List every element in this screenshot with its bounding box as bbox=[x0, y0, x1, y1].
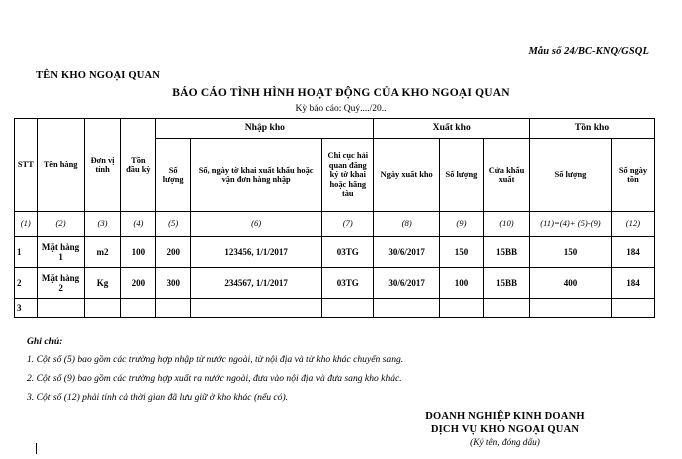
signature-note: (Ký tên, đóng dấu) bbox=[470, 437, 540, 448]
col-header-tk-so-luong: Số lượng bbox=[530, 139, 612, 212]
cell-xk-ngay bbox=[374, 299, 440, 318]
cell-tk-so-ngay-ton: 184 bbox=[611, 268, 654, 299]
page-title: BÁO CÁO TÌNH HÌNH HOẠT ĐỘNG CỦA KHO NGOẠI QUAN bbox=[172, 87, 510, 99]
number-cell: (8) bbox=[374, 212, 440, 237]
warehouse-name-label: TÊN KHO NGOẠI QUAN bbox=[36, 70, 161, 81]
notes-section bbox=[27, 336, 627, 411]
number-cell: (11)=(4)+ (5)-(9) bbox=[530, 212, 612, 237]
col-header-don-vi-tinh: Đơn vị tính bbox=[84, 119, 121, 212]
cell-tk-so-ngay-ton: 184 bbox=[611, 237, 654, 268]
cell-nk-to-khai bbox=[191, 299, 322, 318]
cell-ten-hang: Mặt hàng 1 bbox=[37, 237, 84, 268]
number-cell: (7) bbox=[322, 212, 374, 237]
col-header-nk-to-khai: Số, ngày tờ khai xuất khẩu hoặc vận đơn hàng nhập bbox=[191, 139, 322, 212]
report-table bbox=[14, 118, 655, 318]
cell-stt: 2 bbox=[15, 268, 38, 299]
form-code: Mẫu số 24/BC-KNQ/GSQL bbox=[528, 46, 649, 57]
cell-nk-to-khai: 123456, 1/1/2017 bbox=[191, 237, 322, 268]
cell-nk-chi-cuc: 03TG bbox=[322, 268, 374, 299]
table-row bbox=[15, 237, 655, 268]
cell-tk-so-luong: 400 bbox=[530, 268, 612, 299]
signature-block bbox=[350, 411, 660, 448]
table-number-row bbox=[15, 212, 655, 237]
cell-don-vi-tinh: Kg bbox=[84, 268, 121, 299]
signature-line-1: DOANH NGHIỆP KINH DOANH bbox=[425, 411, 585, 422]
number-cell: (10) bbox=[483, 212, 529, 237]
number-cell: (4) bbox=[121, 212, 156, 237]
cell-nk-to-khai: 234567, 1/1/2017 bbox=[191, 268, 322, 299]
page-margin-tick bbox=[36, 443, 37, 454]
cell-don-vi-tinh bbox=[84, 299, 121, 318]
cell-nk-chi-cuc bbox=[322, 299, 374, 318]
number-cell: (1) bbox=[15, 212, 38, 237]
number-cell: (5) bbox=[156, 212, 191, 237]
cell-ten-hang: Mặt hàng 2 bbox=[37, 268, 84, 299]
col-header-nk-so-luong: Số lượng bbox=[156, 139, 191, 212]
cell-ten-hang bbox=[37, 299, 84, 318]
col-header-nk-chi-cuc: Chi cục hải quan đăng ký tờ khai hoặc hãng tàu bbox=[322, 139, 374, 212]
cell-stt: 3 bbox=[15, 299, 38, 318]
group-header-nhap-kho: Nhập kho bbox=[156, 119, 374, 139]
notes-title: Ghi chú: bbox=[27, 336, 63, 347]
col-header-xk-ngay: Ngày xuất kho bbox=[374, 139, 440, 212]
cell-don-vi-tinh: m2 bbox=[84, 237, 121, 268]
cell-nk-so-luong: 200 bbox=[156, 237, 191, 268]
note-item: 1. Cột số (5) bao gồm các trường hợp nhập từ nước ngoài, từ nội địa và từ kho khác chuyển sang. bbox=[27, 354, 404, 365]
col-header-tk-so-ngay-ton: Số ngày tồn bbox=[611, 139, 654, 212]
col-header-ten-hang: Tên hàng bbox=[37, 119, 84, 212]
table-row bbox=[15, 299, 655, 318]
col-header-stt: STT bbox=[15, 119, 38, 212]
cell-xk-so-luong bbox=[439, 299, 483, 318]
cell-ton-dau-ky: 100 bbox=[121, 237, 156, 268]
cell-xk-cua-khau bbox=[483, 299, 529, 318]
cell-nk-so-luong: 300 bbox=[156, 268, 191, 299]
cell-nk-so-luong bbox=[156, 299, 191, 318]
cell-xk-so-luong: 100 bbox=[439, 268, 483, 299]
cell-ton-dau-ky bbox=[121, 299, 156, 318]
cell-xk-ngay: 30/6/2017 bbox=[374, 268, 440, 299]
table-row bbox=[15, 268, 655, 299]
cell-nk-chi-cuc: 03TG bbox=[322, 237, 374, 268]
report-period: Kỳ báo cáo: Quý..../20.. bbox=[295, 104, 387, 114]
col-header-xk-so-luong: Số lượng bbox=[439, 139, 483, 212]
cell-xk-ngay: 30/6/2017 bbox=[374, 237, 440, 268]
number-cell: (2) bbox=[37, 212, 84, 237]
number-cell: (9) bbox=[439, 212, 483, 237]
cell-xk-so-luong: 150 bbox=[439, 237, 483, 268]
table-group-header-row bbox=[15, 119, 655, 139]
col-header-ton-dau-ky: Tồn đầu kỳ bbox=[121, 119, 156, 212]
cell-stt: 1 bbox=[15, 237, 38, 268]
number-cell: (3) bbox=[84, 212, 121, 237]
note-item: 3. Cột số (12) phải tính cả thời gian đã lưu giữ ở kho khác (nếu có). bbox=[27, 392, 289, 403]
signature-line-2: DỊCH VỤ KHO NGOẠI QUAN bbox=[430, 423, 580, 435]
number-cell: (12) bbox=[611, 212, 654, 237]
col-header-xk-cua-khau: Cửa khẩu xuất bbox=[483, 139, 529, 212]
cell-ton-dau-ky: 200 bbox=[121, 268, 156, 299]
cell-xk-cua-khau: 15BB bbox=[483, 237, 529, 268]
group-header-xuat-kho: Xuất kho bbox=[374, 119, 530, 139]
cell-tk-so-luong: 150 bbox=[530, 237, 612, 268]
cell-tk-so-luong bbox=[530, 299, 612, 318]
cell-tk-so-ngay-ton bbox=[611, 299, 654, 318]
cell-xk-cua-khau: 15BB bbox=[483, 268, 529, 299]
number-cell: (6) bbox=[191, 212, 322, 237]
group-header-ton-kho: Tồn kho bbox=[530, 119, 655, 139]
note-item: 2. Cột số (9) bao gồm các trường hợp xuất ra nước ngoài, đưa vào nội địa và đưa sang kho khác. bbox=[27, 373, 402, 384]
